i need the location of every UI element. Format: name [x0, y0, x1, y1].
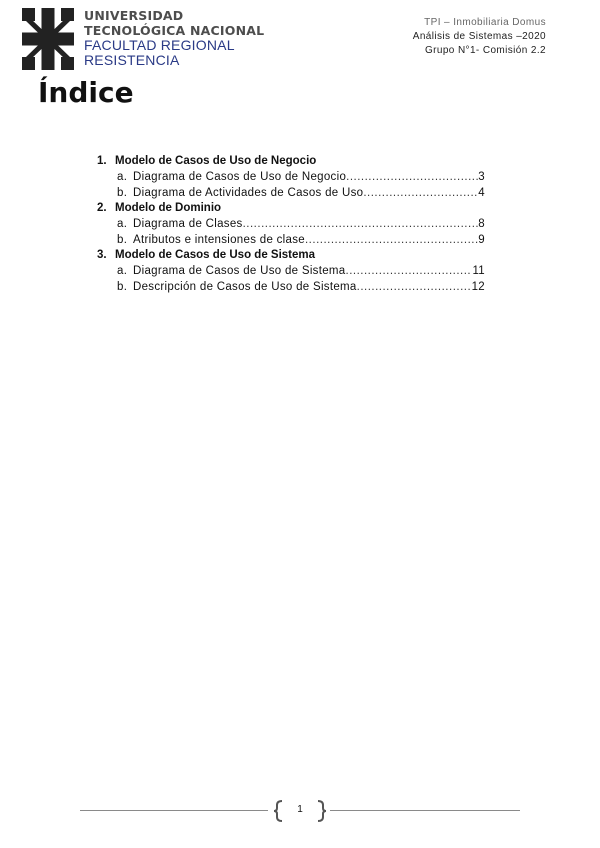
toc-item[interactable]: [97, 232, 485, 248]
toc-section-title: Modelo de Casos de Uso de Sistema: [115, 249, 316, 261]
toc-item-text: Diagrama de Casos de Uso de Sistema: [133, 265, 346, 277]
toc-item-letter: a.: [117, 171, 128, 183]
right-brace-icon: [316, 800, 328, 822]
left-brace-icon: [272, 800, 284, 822]
toc-item-letter: b.: [117, 281, 128, 293]
toc-item[interactable]: [97, 169, 485, 185]
institution-line4: RESISTENCIA: [84, 52, 180, 68]
toc-item[interactable]: [97, 279, 485, 295]
toc-item-letter: b.: [117, 234, 128, 246]
toc-item-text: Diagrama de Actividades de Casos de Uso: [133, 187, 364, 199]
document-header-info: [413, 16, 546, 58]
toc-item[interactable]: [97, 263, 485, 279]
toc-leader-dots: [346, 169, 478, 185]
toc-leader-dots: [243, 216, 479, 232]
toc-item-page: 8: [478, 218, 485, 230]
toc-section-number: 3.: [97, 249, 107, 261]
toc-section-number: 2.: [97, 202, 107, 214]
toc-item-letter: a.: [117, 265, 128, 277]
toc-leader-dots: [357, 279, 472, 295]
page-title: Índice: [38, 76, 134, 109]
toc-leader-dots: [305, 232, 478, 248]
institution-line3: FACULTAD REGIONAL: [84, 37, 235, 53]
footer-rule-left: [80, 810, 268, 811]
toc-leader-dots: [363, 185, 478, 201]
toc-item-letter: a.: [117, 218, 128, 230]
institution-name: [84, 8, 264, 68]
toc-item-page: 3: [478, 171, 485, 183]
toc-item-page: 4: [478, 187, 485, 199]
toc-item[interactable]: [97, 185, 485, 201]
toc-section: [97, 154, 485, 169]
utn-logo-icon: [22, 8, 74, 70]
toc-item-page: 11: [472, 265, 485, 277]
toc-item[interactable]: [97, 216, 485, 232]
institution-line2: TECNOLÓGICA NACIONAL: [84, 23, 265, 38]
toc-section-title: Modelo de Casos de Uso de Negocio: [115, 155, 317, 167]
toc-item-text: Diagrama de Casos de Uso de Negocio: [133, 171, 347, 183]
toc-section-number: 1.: [97, 155, 107, 167]
page-footer: [80, 796, 520, 826]
toc-item-text: Descripción de Casos de Uso de Sistema: [133, 281, 357, 293]
toc-item-letter: b.: [117, 187, 128, 199]
toc-leader-dots: [346, 263, 473, 279]
course-name: Análisis de Sistemas –2020: [412, 31, 546, 42]
toc-section: [97, 201, 485, 216]
toc-item-text: Diagrama de Clases: [133, 218, 243, 230]
institution-line1: UNIVERSIDAD: [84, 8, 184, 23]
project-name: TPI – Inmobiliaria Domus: [424, 17, 546, 28]
toc-item-text: Atributos e intensiones de clase: [133, 234, 305, 246]
group-name: Grupo N°1- Comisión 2.2: [424, 45, 546, 56]
toc-section: [97, 248, 485, 263]
page-number: 1: [297, 804, 303, 815]
footer-rule-right: [330, 810, 520, 811]
table-of-contents: [97, 154, 485, 295]
toc-item-page: 12: [471, 281, 485, 293]
toc-section-title: Modelo de Dominio: [115, 202, 222, 214]
toc-item-page: 9: [478, 234, 485, 246]
